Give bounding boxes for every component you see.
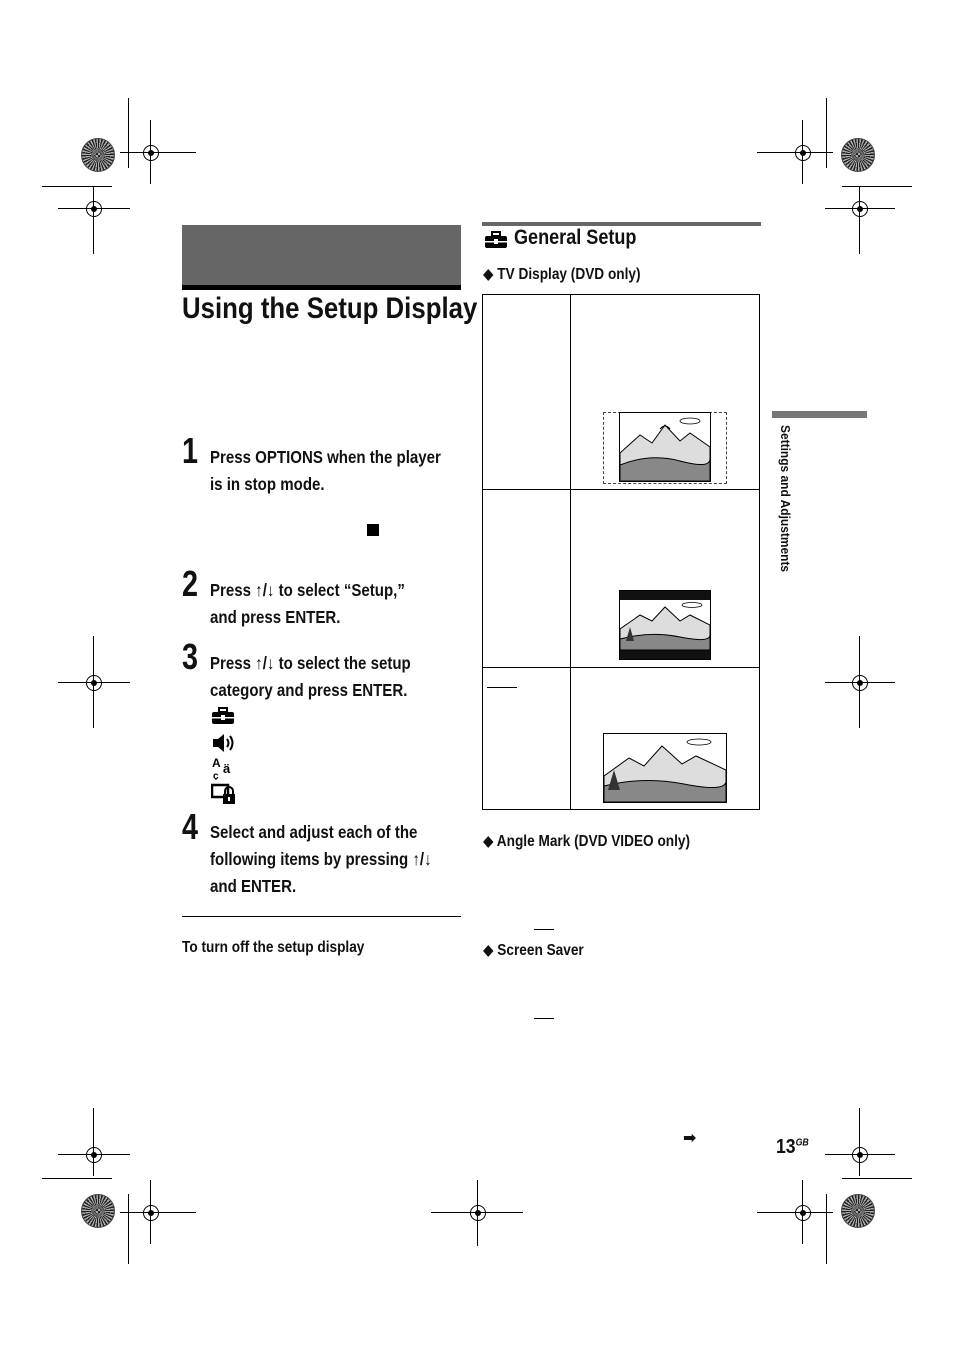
table-column-divider xyxy=(570,295,571,809)
continue-arrow-icon: ➡ xyxy=(683,1130,697,1147)
step-text xyxy=(210,819,468,900)
tv-display-heading: ◆ TV Display (DVD only) xyxy=(483,266,641,283)
registration-mark-icon xyxy=(791,141,815,165)
step-line: category and press ENTER. xyxy=(210,680,408,700)
default-underline xyxy=(534,1018,554,1019)
speaker-icon xyxy=(211,733,235,755)
tv-display-table xyxy=(482,294,760,810)
step-line: Select and adjust each of the xyxy=(210,822,418,842)
step-line: Press ↑/↓ to select “Setup,” xyxy=(210,580,405,600)
step-text xyxy=(210,577,468,631)
step-line: Press ↑/↓ to select the setup xyxy=(210,653,411,673)
toolbox-icon xyxy=(211,707,235,729)
section-separator xyxy=(182,916,461,917)
title-banner xyxy=(182,225,461,285)
registration-mark-icon xyxy=(82,197,106,221)
registration-mark-icon xyxy=(848,197,872,221)
page-title: Using the Setup Display xyxy=(182,292,478,325)
step-line: Press OPTIONS when the player xyxy=(210,447,441,467)
svg-text:ä: ä xyxy=(223,761,231,776)
page-number xyxy=(776,1136,809,1159)
step-number: 2 xyxy=(182,563,199,604)
language-icon xyxy=(211,756,235,778)
color-rosette-icon xyxy=(81,1194,115,1228)
toolbox-icon xyxy=(484,231,508,254)
page-number-value: 13 xyxy=(776,1136,796,1158)
stop-icon xyxy=(367,524,379,536)
registration-mark-icon xyxy=(791,1201,815,1225)
crop-line xyxy=(842,186,912,187)
crop-line xyxy=(128,98,129,168)
step-number: 3 xyxy=(182,636,199,677)
turn-off-heading: To turn off the setup display xyxy=(182,939,365,956)
crop-line xyxy=(128,1194,129,1264)
table-row-divider xyxy=(483,489,759,490)
crop-line xyxy=(826,1194,827,1264)
registration-mark-icon xyxy=(82,671,106,695)
screen-saver-heading: ◆ Screen Saver xyxy=(483,942,584,959)
step-line: is in stop mode. xyxy=(210,474,325,494)
default-underline xyxy=(534,929,554,930)
step-line: and press ENTER. xyxy=(210,607,341,627)
title-rule xyxy=(182,285,461,290)
step-text xyxy=(210,650,468,704)
step-text xyxy=(210,444,468,498)
page-number-suffix: GB xyxy=(795,1137,809,1149)
svg-text:A: A xyxy=(212,756,221,770)
step-line: following items by pressing ↑/↓ xyxy=(210,849,432,869)
registration-mark-icon xyxy=(139,1201,163,1225)
registration-mark-icon xyxy=(848,671,872,695)
side-tab-bar xyxy=(772,411,867,418)
step-line: and ENTER. xyxy=(210,876,297,896)
letterbox-image xyxy=(619,590,711,660)
section-title: General Setup xyxy=(514,226,637,249)
default-underline xyxy=(487,687,517,688)
registration-mark-icon xyxy=(82,1143,106,1167)
crop-line xyxy=(826,98,827,168)
table-row-divider xyxy=(483,667,759,668)
color-rosette-icon xyxy=(81,138,115,172)
color-rosette-icon xyxy=(841,138,875,172)
wide-image xyxy=(603,733,727,803)
crop-line xyxy=(42,186,112,187)
crop-line xyxy=(842,1178,912,1179)
registration-mark-icon xyxy=(139,141,163,165)
landscape-image xyxy=(619,412,711,482)
svg-text:ç: ç xyxy=(213,771,219,780)
side-tab-label: Settings and Adjustments xyxy=(778,425,793,573)
color-rosette-icon xyxy=(841,1194,875,1228)
crop-line xyxy=(42,1178,112,1179)
step-number: 1 xyxy=(182,430,199,471)
step-number: 4 xyxy=(182,806,199,847)
registration-mark-icon xyxy=(466,1201,490,1225)
angle-mark-heading: ◆ Angle Mark (DVD VIDEO only) xyxy=(483,833,691,850)
lock-icon xyxy=(211,783,235,805)
registration-mark-icon xyxy=(848,1143,872,1167)
